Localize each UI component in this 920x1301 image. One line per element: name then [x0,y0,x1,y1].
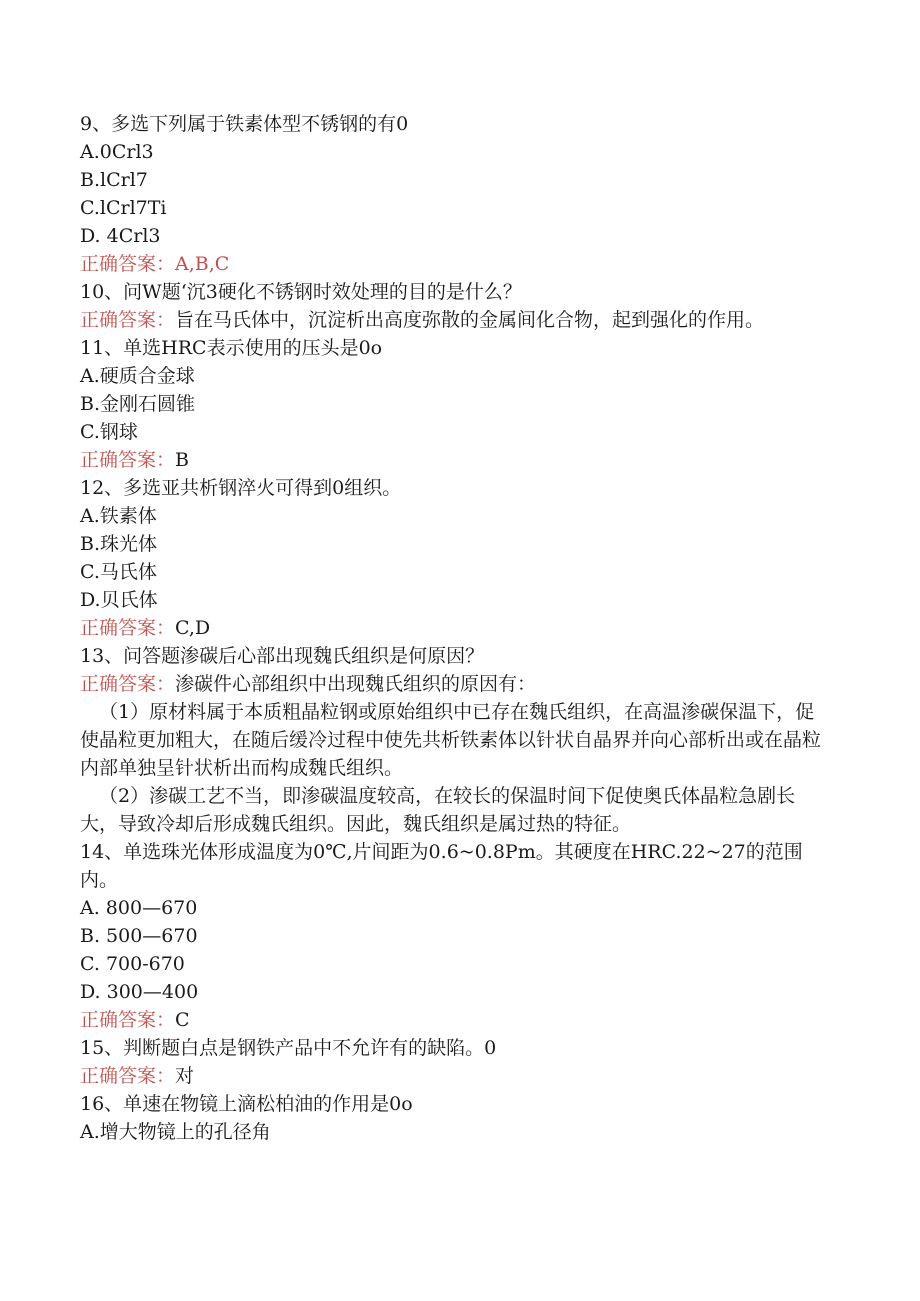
answer-line [80,1006,830,1034]
answer-value: A,B,C [175,253,230,275]
option-c: C.钢球 [80,421,138,443]
question-10 [80,278,830,334]
option-a: A.硬质合金球 [80,365,195,387]
question-text: 14、单选珠光体形成温度为0℃,片间距为0.6~0.8Pm。其硬度在HRC.22~27的范围内。 [80,841,803,891]
answer-label: 正确答案： [80,253,176,275]
answer-label: 正确答案： [80,1009,176,1031]
question-text: 16、单速在物镜上滴松柏油的作用是0o [80,1093,413,1115]
option-a: A.铁素体 [80,505,157,527]
answer-value: C [175,1009,190,1031]
answer-line [80,306,830,334]
answer-value: 旨在马氏体中，沉淀析出高度弥散的金属间化合物，起到强化的作用。 [175,309,765,331]
option-d: D. 300—400 [80,981,199,1003]
option-d: D.贝氏体 [80,589,158,611]
answer-detail-2: （2）渗碳工艺不当，即渗碳温度较高，在较长的保温时间下促使奥氏体晶粒急剧长大，导致冷却后形成魏氏组织。因此，魏氏组织是属过热的特征。 [80,785,796,835]
question-text: 10、问W题‘沉3硬化不锈钢时效处理的目的是什么？ [80,281,522,303]
option-d: D. 4Crl3 [80,225,161,247]
option-a: A.增大物镜上的孔径角 [80,1121,271,1143]
option-b: B.lCrl7 [80,169,148,191]
question-text: 9、多选下列属于铁素体型不锈钢的有0 [80,113,409,135]
question-text: 15、判断题白点是钢铁产品中不允许有的缺陷。0 [80,1037,497,1059]
question-15 [80,1034,830,1090]
option-b: B.金刚石圆锥 [80,393,196,415]
answer-label: 正确答案： [80,1065,176,1087]
answer-label: 正确答案： [80,449,176,471]
answer-value: 对 [175,1065,195,1087]
option-a: A.0Crl3 [80,141,154,163]
option-c: C.马氏体 [80,561,157,583]
option-a: A. 800—670 [80,897,198,919]
answer-value: C,D [175,617,211,639]
option-b: B.珠光体 [80,533,158,555]
question-13 [80,642,830,838]
question-11 [80,334,830,474]
answer-line [80,1062,830,1090]
question-14 [80,838,830,1034]
question-9 [80,110,830,278]
answer-line [80,670,830,698]
option-c: C.lCrl7Ti [80,197,167,219]
answer-line [80,446,830,474]
answer-label: 正确答案： [80,673,176,695]
answer-label: 正确答案： [80,309,176,331]
option-c: C. 700-670 [80,953,185,975]
answer-value: 渗碳件心部组织中出现魏氏组织的原因有： [175,673,537,695]
document-page [80,110,830,1146]
answer-value: B [175,449,189,471]
question-16 [80,1090,830,1146]
answer-label: 正确答案： [80,617,176,639]
answer-line [80,614,830,642]
answer-line [80,250,830,278]
question-text: 12、多选亚共析钢淬火可得到0组织。 [80,477,402,499]
question-12 [80,474,830,642]
answer-detail-1: （1）原材料属于本质粗晶粒钢或原始组织中已存在魏氏组织，在高温渗碳保温下，促使晶粒更加粗大，在随后缓冷过程中使先共析铁素体以针状自晶界并向心部析出或在晶粒内部单独呈针状析出而构成魏氏组织。 [80,701,822,779]
question-text: 13、问答题渗碳后心部出现魏氏组织是何原因？ [80,645,485,667]
question-text: 11、单选HRC表示使用的压头是0o [80,337,383,359]
option-b: B. 500—670 [80,925,198,947]
